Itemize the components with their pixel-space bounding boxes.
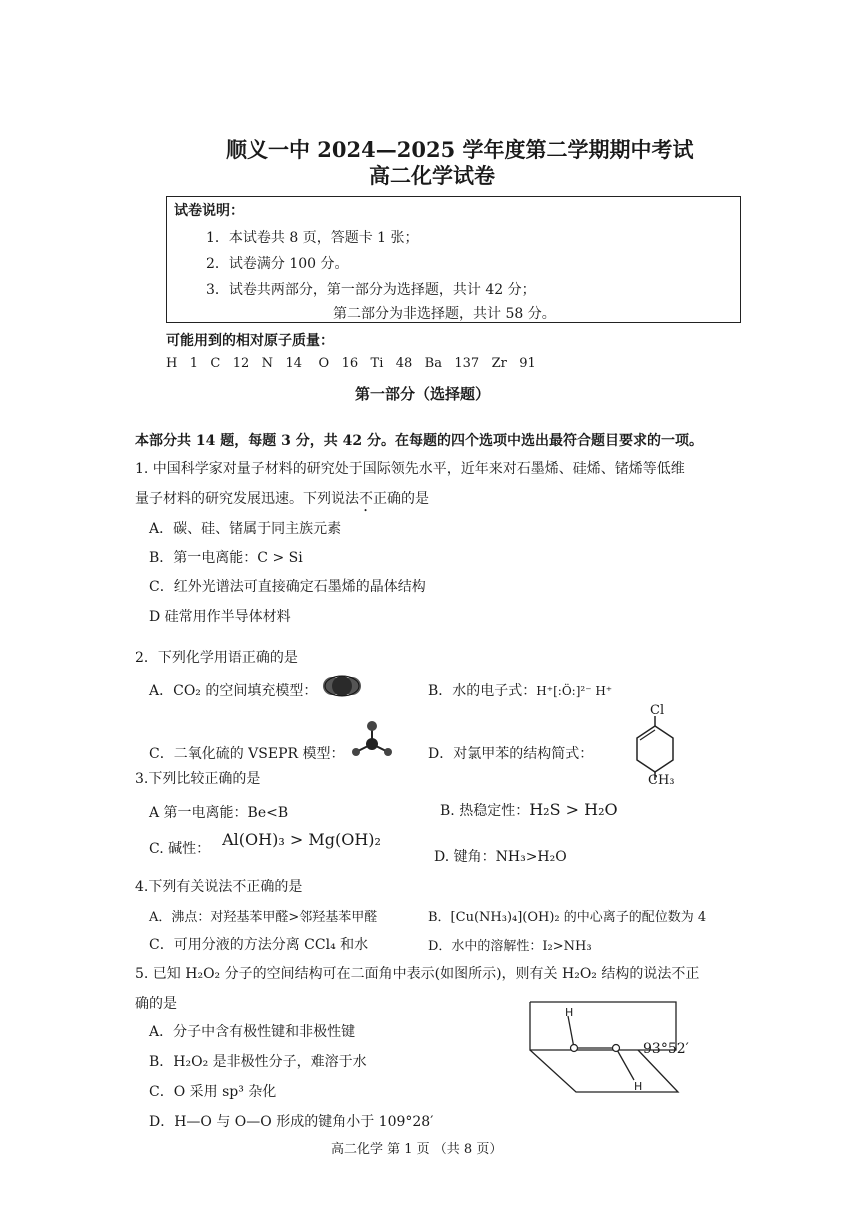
q1-option-d: D 硅常用作半导体材料	[149, 609, 291, 625]
q4-option-d: D．水中的溶解性：I₂>NH₃	[428, 939, 592, 954]
co2-space-filling-model-icon	[322, 672, 362, 700]
q4-option-b: B．[Cu(NH₃)₄](OH)₂ 的中心离子的配位数为 4	[428, 910, 707, 925]
q2-d-ch3-label: CH₃	[648, 773, 675, 788]
q2-d-cl-label: Cl	[650, 703, 665, 718]
q5-option-c: C．O 采用 sp³ 杂化	[149, 1084, 277, 1100]
fig-h-bottom-label: H	[634, 1080, 643, 1093]
q1-option-b: B．第一电离能：C > Si	[149, 550, 303, 566]
q3-option-b: B. 热稳定性：H₂S > H₂O	[440, 800, 618, 819]
notice-item: 第二部分为非选择题，共计 58 分。	[333, 306, 556, 322]
q3-option-a: A 第一电离能：Be<B	[149, 805, 289, 821]
q2-option-d: D．对氯甲苯的结构简式：	[428, 746, 594, 762]
q4-stem: 4.下列有关说法不正确的是	[135, 879, 303, 895]
so2-vsepr-model-icon	[350, 718, 396, 760]
fig-h-top-label: H	[565, 1006, 574, 1019]
q1-stem-line2: 量子材料的研究发展迅速。下列说法不正确的是	[135, 491, 429, 507]
exam-subtitle: 高二化学试卷	[369, 163, 495, 188]
q3-option-d: D. 键角：NH₃>H₂O	[434, 849, 567, 865]
fig-angle-label: 93°52′	[643, 1041, 689, 1057]
section-title: 第一部分（选择题）	[355, 385, 491, 403]
q1-stem-line1: 1. 中国科学家对量子材料的研究处于国际领先水平，近年来对石墨烯、硅烯、锗烯等低维	[135, 461, 685, 477]
page-footer: 高二化学 第 1 页 （共 8 页）	[331, 1142, 503, 1157]
q5-option-b: B．H₂O₂ 是非极性分子，难溶于水	[149, 1054, 367, 1070]
q5-option-a: A．分子中含有极性键和非极性键	[149, 1024, 356, 1040]
q1-option-a: A．碳、硅、锗属于同主族元素	[149, 521, 342, 537]
q1-option-c: C．红外光谱法可直接确定石墨烯的晶体结构	[149, 579, 426, 595]
q4-option-c: C．可用分液的方法分离 CCl₄ 和水	[149, 937, 369, 953]
notice-item: 1．本试卷共 8 页，答题卡 1 张；	[206, 230, 419, 246]
atomic-mass-list: H 1 C 12 N 14 O 16 Ti 48 Ba 137 Zr 91	[166, 356, 536, 371]
q5-stem-line1: 5. 已知 H₂O₂ 分子的空间结构可在二面角中表示(如图所示)，则有关 H₂O₂ 结构的说法不正	[135, 966, 700, 982]
section-instructions: 本部分共 14 题，每题 3 分，共 42 分。在每题的四个选项中选出最符合题目要求的一项。	[135, 433, 703, 449]
notice-heading: 试卷说明：	[174, 203, 244, 219]
q2-stem: 2．下列化学用语正确的是	[135, 650, 298, 666]
q5-option-d: D．H—O 与 O—O 形成的键角小于 109°28′	[149, 1114, 434, 1130]
q3-option-c: C. 碱性： Al(OH)₃ > Mg(OH)₂	[149, 830, 381, 857]
notice-item: 2．试卷满分 100 分。	[206, 256, 349, 272]
q3-stem: 3.下列比较正确的是	[135, 771, 261, 787]
q2-option-c: C．二氧化硫的 VSEPR 模型：	[149, 746, 345, 762]
q2-option-a: A．CO₂ 的空间填充模型：	[149, 683, 318, 699]
q4-option-a: A．沸点：对羟基苯甲醛>邻羟基苯甲醛	[149, 910, 378, 925]
notice-item: 3．试卷共两部分，第一部分为选择题，共计 42 分；	[206, 282, 536, 298]
q5-stem-line2: 确的是	[135, 996, 177, 1012]
q2-option-b: B．水的电子式：H⁺[:Ö:]²⁻ H⁺	[428, 683, 613, 699]
exam-title: 顺义一中 2024—2025 学年度第二学期期中考试	[226, 137, 694, 162]
atomic-mass-heading: 可能用到的相对原子质量：	[166, 333, 334, 349]
